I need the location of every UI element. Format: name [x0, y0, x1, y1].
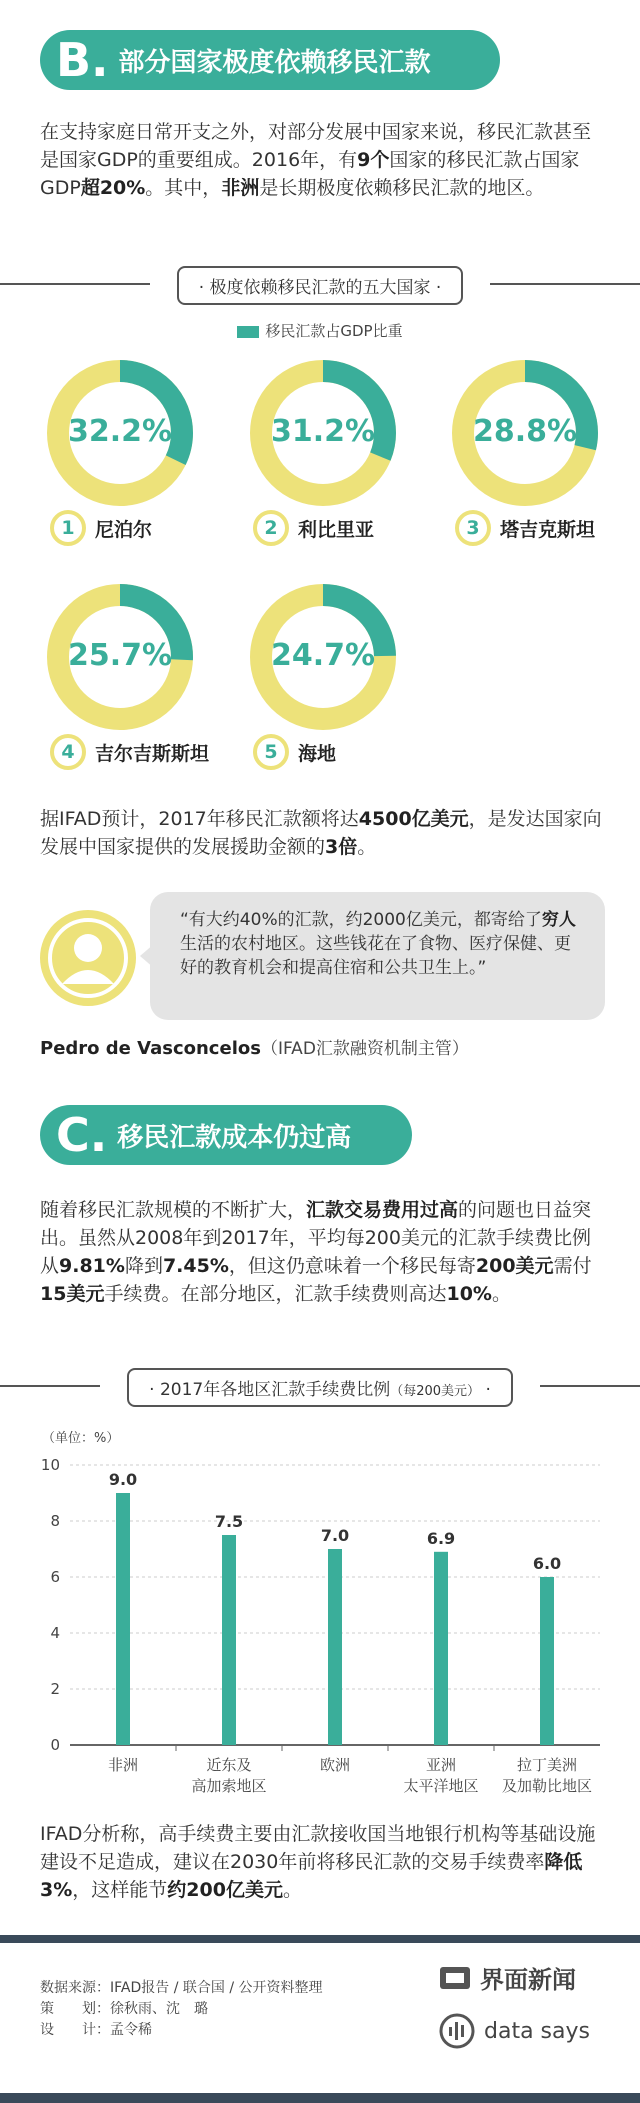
y-tick-label: 6 [50, 1568, 60, 1586]
body-text: 。 [282, 1879, 302, 1901]
bar-title-end: · [480, 1380, 491, 1400]
body-text: IFAD分析称，高手续费主要由汇款接收国当地银行机构等基础设施建设不足造成，建议在2030年前将移民汇款的交易手续费率 [40, 1823, 596, 1873]
bar-value-label: 9.0 [108, 1470, 138, 1489]
body-text: 。其中， [145, 177, 222, 199]
section-b-header [40, 30, 500, 90]
body-text: 随着移民汇款规模的不断扩大， [40, 1199, 307, 1221]
body-text: 国家的移民汇款占国家GDP [40, 149, 580, 199]
x-tick-label: 近东及 [206, 1756, 252, 1774]
country-label [253, 734, 336, 770]
x-tick-label: 高加索地区 [191, 1777, 267, 1795]
y-tick-label: 10 [40, 1456, 60, 1474]
x-tick-label: 及加勒比地区 [501, 1777, 593, 1795]
bar-section-heading [0, 1368, 640, 1407]
y-tick-label: 0 [50, 1736, 60, 1754]
brand-name: 界面新闻 [480, 1966, 576, 1994]
footer-source: 数据来源：IFAD报告 / 联合国 / 公开资料整理 [40, 1980, 323, 1996]
rank-badge: 3 [455, 510, 491, 546]
bar [222, 1535, 236, 1745]
bar-title-unit: （每200美元） [390, 1384, 481, 1399]
quote-author: Pedro de Vasconcelos [40, 1038, 261, 1059]
body-text: 据IFAD预计，2017年移民汇款额将达 [40, 808, 359, 830]
rank-badge: 5 [253, 734, 289, 770]
body-text: 是长期极度依赖移民汇款的地区。 [259, 177, 545, 199]
y-tick-label: 2 [50, 1680, 60, 1698]
country-name: 海地 [298, 742, 337, 765]
emphasis-text: 200美元 [475, 1255, 554, 1277]
datasays-icon [438, 2012, 476, 2050]
quote-text [150, 892, 605, 1020]
y-axis-unit: （单位：%） [42, 1431, 120, 1446]
emphasis-text: 超20% [80, 177, 146, 199]
x-tick-label: 太平洋地区 [403, 1777, 479, 1795]
body-text: 。 [357, 836, 377, 858]
x-tick-label: 欧洲 [319, 1756, 351, 1774]
emphasis-text: 7.45% [162, 1255, 229, 1277]
section-c-header [40, 1105, 412, 1165]
country-label [455, 510, 595, 546]
x-tick-label: 亚洲 [425, 1756, 457, 1774]
emphasis-text: 9个 [357, 149, 390, 171]
emphasis-text: 9.81% [59, 1255, 125, 1277]
avatar [40, 910, 136, 1006]
y-tick-label: 4 [50, 1624, 60, 1642]
emphasis-text: 4500亿美元 [358, 808, 469, 830]
country-name: 利比里亚 [298, 518, 375, 541]
donut-section-title: · 极度依赖移民汇款的五大国家 · [177, 266, 464, 305]
datasays-logo [438, 2012, 590, 2050]
bar-value-label: 6.0 [532, 1554, 562, 1573]
donut-4 [45, 582, 195, 732]
emphasis-text: 15美元 [40, 1283, 105, 1305]
body-text: “有大约40%的汇款，约2000亿美元，都寄给了 [180, 910, 542, 930]
donut-3 [450, 358, 600, 508]
bar-title-main: · 2017年各地区汇款手续费比例 [149, 1380, 391, 1400]
emphasis-text: 3倍 [325, 836, 358, 858]
x-tick-label: 非洲 [107, 1756, 139, 1774]
body-text: 手续费。在部分地区，汇款手续费则高达 [104, 1283, 447, 1305]
bar-value-label: 7.0 [320, 1526, 350, 1545]
section-letter: B. [56, 33, 109, 87]
donut-legend [0, 320, 640, 341]
brand-icon [438, 1961, 472, 1995]
cost-paragraph [40, 1196, 605, 1308]
quote-attribution [40, 1034, 469, 1059]
emphasis-text: 穷人 [541, 910, 576, 930]
donut-5 [248, 582, 398, 732]
bar [116, 1493, 130, 1745]
body-text: ，是发达国家向发展中国家提供的发展援助金额的 [40, 808, 602, 858]
section-title: 移民汇款成本仍过高 [117, 1122, 352, 1153]
brand-logo [438, 1960, 576, 1995]
section-letter: C. [56, 1108, 108, 1162]
body-text: ，但这仍意味着一个移民每寄 [228, 1255, 476, 1277]
footer-designer: 设 计：孟令稀 [40, 2022, 152, 2038]
x-tick-label: 拉丁美洲 [516, 1756, 578, 1774]
donut-section-heading [0, 266, 640, 305]
bar-chart [0, 1425, 640, 1795]
bar [540, 1577, 554, 1745]
quote-role: （IFAD汇款融资机制主管） [260, 1039, 469, 1059]
body-text: 降到 [124, 1255, 163, 1277]
intro-paragraph [40, 118, 605, 202]
body-text: 在支持家庭日常开支之外，对部分发展中国家来说，移民汇款甚至是国家GDP的重要组成。2016年，有 [40, 121, 592, 171]
body-text: 。 [491, 1283, 511, 1305]
body-text: 的问题也日益突出。虽然从2008年到2017年，平均每200美元的汇款手续费比例从 [40, 1199, 592, 1277]
donut-value-label: 32.2% [67, 414, 173, 449]
emphasis-text: 10% [446, 1283, 492, 1305]
emphasis-text: 约200亿美元 [167, 1879, 283, 1901]
bar-value-label: 6.9 [426, 1528, 456, 1548]
donut-2 [248, 358, 398, 508]
person-icon [40, 910, 136, 1006]
country-label [253, 510, 374, 546]
bar-section-title [127, 1368, 513, 1407]
forecast-paragraph [40, 805, 605, 861]
section-title: 部分国家极度依赖移民汇款 [118, 47, 431, 78]
rank-badge: 2 [253, 510, 289, 546]
donut-value-label: 25.7% [67, 638, 173, 673]
rank-badge: 4 [50, 734, 86, 770]
donut-1 [45, 358, 195, 508]
legend-label: 移民汇款占GDP比重 [265, 322, 403, 340]
footer-planner: 策 划：徐秋雨、沈 璐 [40, 2001, 208, 2017]
legend-swatch [237, 326, 259, 338]
country-label [50, 510, 152, 546]
body-text: ，这样能节 [72, 1879, 168, 1901]
footer-divider-top [0, 1935, 640, 1943]
footer-divider-bottom [0, 2093, 640, 2103]
donut-value-label: 28.8% [472, 414, 578, 449]
body-text: 需付 [553, 1255, 592, 1277]
bar-value-label: 7.5 [214, 1512, 244, 1531]
country-name: 塔吉克斯坦 [500, 518, 596, 541]
y-tick-label: 8 [50, 1512, 60, 1530]
rank-badge: 1 [50, 510, 86, 546]
donut-value-label: 24.7% [270, 638, 376, 673]
bar [434, 1552, 448, 1745]
body-text: 生活的农村地区。这些钱花在了食物、医疗保健、更好的教育机会和提高住宿和公共卫生上。” [180, 934, 571, 978]
emphasis-text: 非洲 [221, 177, 260, 199]
bar [328, 1549, 342, 1745]
country-name: 尼泊尔 [95, 518, 153, 541]
analysis-paragraph [40, 1820, 605, 1904]
datasays-name: data says [484, 2018, 590, 2044]
country-label [50, 734, 209, 770]
footer-credits [40, 1978, 323, 2041]
country-name: 吉尔吉斯斯坦 [95, 742, 210, 765]
donut-value-label: 31.2% [270, 414, 376, 449]
emphasis-text: 汇款交易费用过高 [306, 1199, 459, 1221]
emphasis-text: 降低3% [40, 1851, 583, 1901]
